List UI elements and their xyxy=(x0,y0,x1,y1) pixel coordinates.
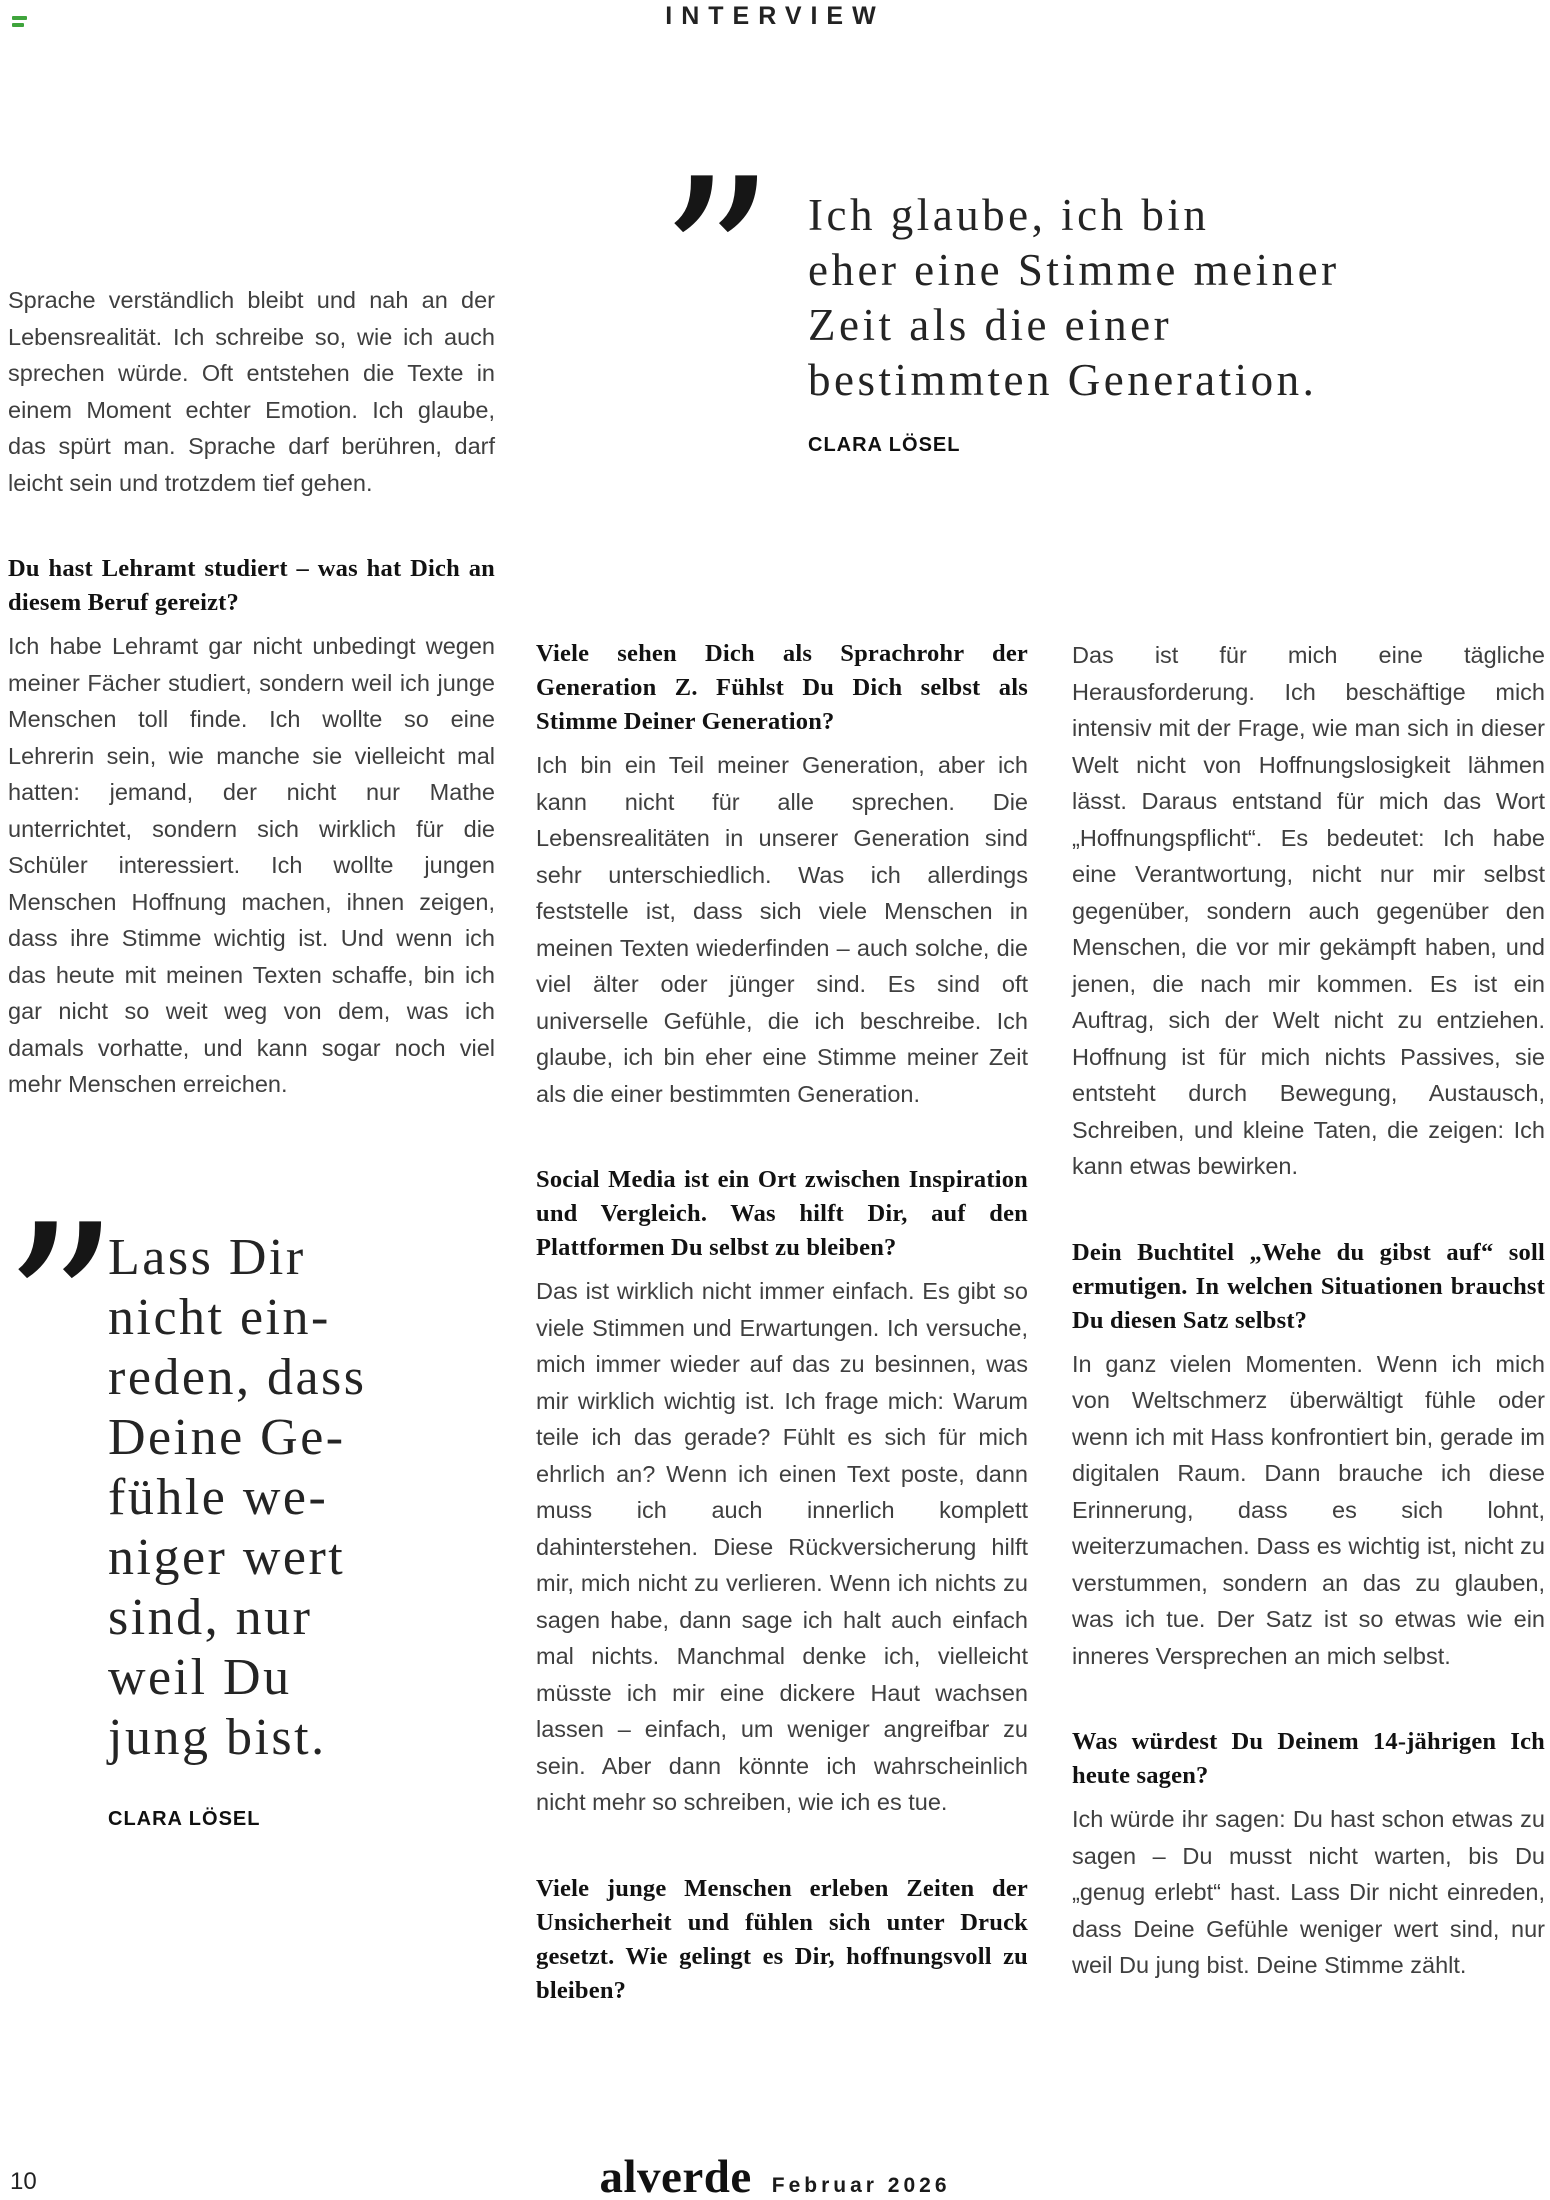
pull-quote-line: weil Du xyxy=(108,1648,292,1706)
pull-quote-line: Deine Ge- xyxy=(108,1408,346,1466)
interview-answer-1: Ich habe Lehramt gar nicht unbedingt wegen meiner Fächer studiert, sondern weil ich junge Menschen toll finde. Ich wollte so eine Lehrerin sein, wie manche sie vielleicht mal hatten: jemand, der nicht nur Mathe unterrichtet, sondern sich wirklich für die Schüler interessiert. Ich wollte jungen Menschen Hoffnung machen, ihnen zeigen, dass ihre Stimme wichtig ist. Und wenn ich das heute mit meinen Texten schaffe, bin ich gar nicht so weit weg von dem, was ich damals vorhatte, und kann sogar noch viel mehr Menschen erreichen. xyxy=(8,633,495,1097)
pull-quote-top xyxy=(658,131,1503,457)
pull-quote-line: Ich glaube, ich bin xyxy=(808,190,1210,240)
column-left xyxy=(2,282,495,1831)
interview-answer-4: Das ist für mich eine tägliche Herausforderung. Ich beschäftige mich intensiv mit der Frage, wie man sich in dieser Welt nicht von Hoffnungslosigkeit lähmen lässt. Daraus entstand für mich das Wort „Hoffnungspflicht“. Es bedeutet: Ich habe eine Verantwortung, nicht nur mir selbst gegenüber, sondern auch gegenüber den Menschen, die vor mir gekämpft haben, und jenen, die nach mir kommen. Es ist ein Auftrag, sich der Welt nicht zu entziehen. Hoffnung ist für mich nichts Passives, sie entsteht durch Bewegung, Austausch, Schreiben, und kleine Taten, die zeigen: Ich kann etwas bewirken. xyxy=(1072,642,1545,1179)
interview-question-1: Du hast Lehramt studiert – was hat Dich an diesem Beruf gereizt? xyxy=(8,555,495,616)
page-number: 10 xyxy=(10,2168,37,2195)
magazine-logo: alverde xyxy=(599,2151,752,2200)
pull-quote-left-text xyxy=(108,1178,495,1768)
pull-quote-line: Lass Dir xyxy=(108,1228,306,1286)
pull-quote-line: bestimmten Generation. xyxy=(808,355,1318,405)
issue-date: Februar 2026 xyxy=(771,2174,951,2197)
interview-answer-6: Ich würde ihr sagen: Du hast schon etwas zu sagen – Du musst nicht warten, bis Du „genug erlebt“ hast. Lass Dir nicht einreden, dass Deine Gefühle weniger wert sind, nur weil Du jung bist. Deine Stimme zählt. xyxy=(1072,1806,1545,1978)
interview-answer-3: Das ist wirklich nicht immer einfach. Es gibt so viele Stimmen und Erwartungen. Ich versuche, mich immer wieder auf das zu besinnen, was mir wirklich wichtig ist. Ich frage mich: Warum teile ich das gerade? Fühlt es sich für mich ehrlich an? Wenn ich einen Text poste, dann muss ich auch innerlich komplett dahinterstehen. Diese Rückversicherung hilft mir, mich nicht zu verlieren. Wenn ich nichts zu sagen habe, dann sage ich halt auch einfach mal nichts. Manchmal denke ich, vielleicht müsste ich mir eine dickere Haut wachsen lassen – einfach, um weniger angreifbar zu sein. Aber dann könnte ich wahrscheinlich nicht mehr so schreiben, wie ich es tue. xyxy=(536,1278,1028,1815)
pull-quote-line: Zeit als die einer xyxy=(808,300,1173,350)
pull-quote-line: jung bist. xyxy=(108,1708,327,1766)
pull-quote-line: sind, nur xyxy=(108,1588,313,1646)
quote-mark-icon: ” xyxy=(658,131,776,398)
interview-question-4: Viele junge Menschen erleben Zeiten der Unsicherheit und fühlen sich unter Druck gesetzt. Wie gelingt es Dir, hoffnungsvoll zu bleiben? xyxy=(536,1874,1028,2004)
interview-answer-5: In ganz vielen Momenten. Wenn ich mich von Weltschmerz überwältigt fühle oder wenn ich mit Hass konfrontiert bin, gerade im digitalen Raum. Dann brauche ich diese Erinnerung, dass es sich lohnt, weiterzumachen. Dass es wichtig ist, nicht zu verstummen, sondern an das zu glauben, was ich tue. Der Satz ist so etwas wie ein inneres Versprechen an mich selbst. xyxy=(1072,1350,1545,1669)
pull-quote-line: nicht ein- xyxy=(108,1288,331,1346)
pull-quote-line: fühle we- xyxy=(108,1468,329,1526)
interview-answer-2: Ich bin ein Teil meiner Generation, aber ich kann nicht für alle sprechen. Die Lebensrealitäten in unserer Generation sind sehr unterschiedlich. Was ich allerdings feststelle ist, dass sich viele Menschen in meinen Texten wiederfinden – auch solche, die viel älter oder jünger sind. Es sind oft universelle Gefühle, die ich beschreibe. Ich glaube, ich bin eher eine Stimme meiner Zeit als die einer bestimmten Generation. xyxy=(536,752,1028,1107)
pull-quote-top-text xyxy=(808,150,1503,408)
column-right xyxy=(1072,637,1545,1984)
pull-quote-line: niger wert xyxy=(108,1528,346,1586)
footer xyxy=(0,2150,1550,2200)
section-label: INTERVIEW xyxy=(665,2,885,30)
column-middle xyxy=(536,637,1028,2016)
quote-attribution: CLARA LÖSEL xyxy=(108,1807,261,1830)
quote-attribution: CLARA LÖSEL xyxy=(808,434,961,456)
interview-question-5: Dein Buchtitel „Wehe du gibst auf“ soll ermutigen. In welchen Situationen brauchst Du diesen Satz selbst? xyxy=(1072,1238,1545,1334)
quote-mark-icon: ” xyxy=(2,1176,120,1444)
interview-question-3: Social Media ist ein Ort zwischen Inspiration und Vergleich. Was hilft Dir, auf den Plattformen Du selbst zu bleiben? xyxy=(536,1166,1028,1261)
pull-quote-line: reden, dass xyxy=(108,1348,367,1406)
pull-quote-left xyxy=(2,1176,495,1831)
interview-question-6: Was würdest Du Deinem 14-jährigen Ich heute sagen? xyxy=(1072,1728,1545,1789)
intro-paragraph: Sprache verständlich bleibt und nah an der Lebensrealität. Ich schreibe so, wie ich auch sprechen würde. Oft entstehen die Texte in einem Moment echter Emotion. Ich glaube, das spürt man. Sprache darf berühren, darf leicht sein und trotzdem tief gehen. xyxy=(8,287,495,496)
pull-quote-line: eher eine Stimme meiner xyxy=(808,245,1340,295)
interview-question-2: Viele sehen Dich als Sprachrohr der Generation Z. Fühlst Du Dich selbst als Stimme Deiner Generation? xyxy=(536,640,1028,735)
